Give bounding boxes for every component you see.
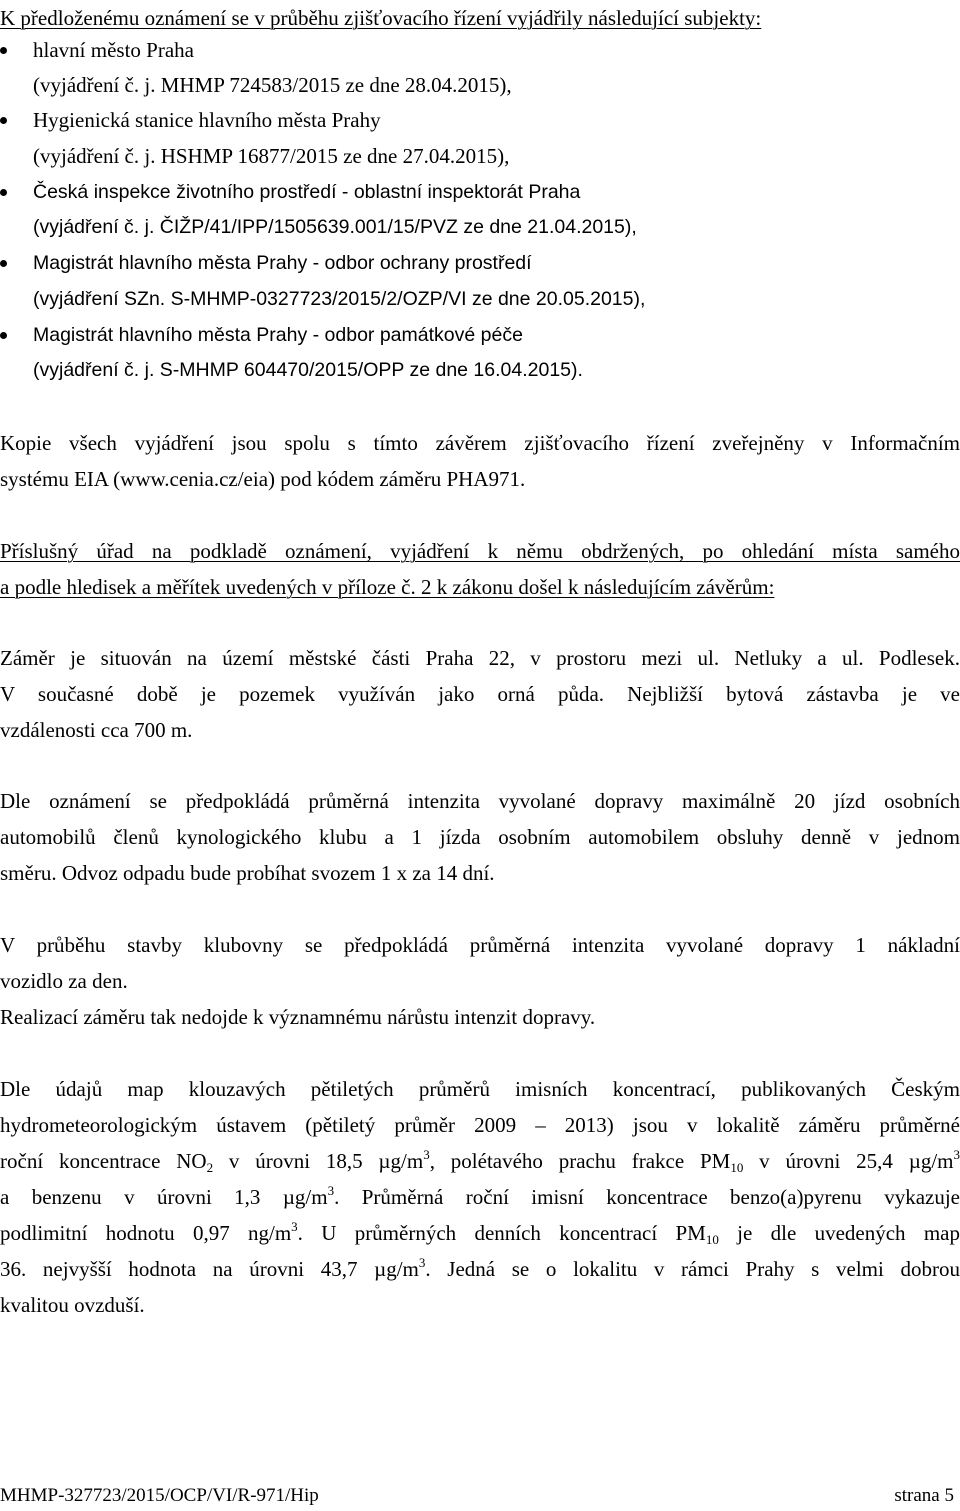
location-paragraph [0, 640, 960, 748]
paragraph-line: vozidlo za den. [0, 969, 128, 993]
subject-name: hlavní město Praha [33, 38, 194, 62]
paragraph-line: kvalitou ovzduší. [0, 1293, 145, 1317]
paragraph-line: a podle hledisek a měřítek uvedených v příloze č. 2 k zákonu došel k následujícím závěrům: [0, 575, 775, 599]
paragraph-line: systému EIA (www.cenia.cz/eia) pod kódem záměru PHA971. [0, 467, 526, 491]
paragraph-line: 36. nejvyšší hodnota na úrovni 43,7 $\mu g/m^3$. Jedná se o lokalitu v rámci Prahy s velmi dobrou [0, 1255, 960, 1281]
paragraph-line: směru. Odvoz odpadu bude probíhat svozem 1 x za 14 dní. [0, 861, 495, 885]
paragraph-line: hydrometeorologickým ústavem (pětiletý průměr 2009 – 2013) jsou v lokalitě záměru průměrné [0, 1113, 960, 1137]
list-item [0, 102, 960, 138]
bullet-icon [0, 332, 7, 339]
paragraph-line: Dle údajů map klouzavých pětiletých průměrů imisních koncentrací, publikovaných Českým [0, 1077, 960, 1101]
subject-name: Hygienická stanice hlavního města Prahy [33, 108, 381, 132]
list-item [0, 317, 960, 353]
traffic-paragraph [0, 783, 960, 891]
copies-paragraph [0, 425, 960, 497]
subject-name: Česká inspekce životního prostředí - oblastní inspektorát Praha [33, 181, 581, 203]
subject-name: Magistrát hlavního města Prahy - odbor památkové péče [33, 324, 523, 346]
paragraph-line: vzdálenosti cca 700 m. [0, 718, 193, 742]
subject-ref: (vyjádření č. j. HSHMP 16877/2015 ze dne 27.04.2015), [33, 144, 510, 168]
paragraph-line: podlimitní hodnotu 0,97 $ng/m^3$. U průměrných denních koncentrací $PM_{10}$ je dle uvedených map [0, 1219, 960, 1247]
subjects-intro: K předloženému oznámení se v průběhu zjišťovacího řízení vyjádřily následující subjekty: [0, 6, 762, 30]
paragraph-line: Dle oznámení se předpokládá průměrná intenzita vyvolané dopravy maximálně 20 jízd osobních [0, 789, 960, 813]
subject-ref: (vyjádření č. j. S-MHMP 604470/2015/OPP ze dne 16.04.2015). [33, 359, 583, 381]
list-item [0, 32, 960, 68]
footer-reference: MHMP-327723/2015/OCP/VI/R-971/Hip [0, 1485, 319, 1506]
bullet-icon [0, 260, 7, 267]
paragraph-line: a benzenu v úrovni 1,3 $\mu g/m^3$. Průměrná roční imisní koncentrace benzo(a)pyrenu vykazuje [0, 1183, 960, 1209]
list-item [0, 174, 960, 210]
bullet-icon [0, 47, 7, 54]
construction-paragraph [0, 927, 960, 1035]
paragraph-line: roční koncentrace $NO_2$ v úrovni 18,5 $\mu g/m^3$, polétavého prachu frakce $PM_{10}$ v úrovni 25,4 $\mu g/m^3$ [0, 1147, 960, 1175]
subject-ref: (vyjádření SZn. S-MHMP-0327723/2015/2/OZP/VI ze dne 20.05.2015), [33, 288, 646, 310]
bullet-icon [0, 189, 7, 196]
air-quality-paragraph [0, 1071, 960, 1323]
paragraph-line: V současné době je pozemek využíván jako orná půda. Nejbližší bytová zástavba je ve [0, 682, 960, 706]
paragraph-line: Kopie všech vyjádření jsou spolu s tímto závěrem zjišťovacího řízení zveřejněny v Informačním [0, 431, 960, 455]
list-item [0, 245, 960, 281]
paragraph-line: automobilů členů kynologického klubu a 1 jízda osobním automobilem obsluhy denně v jednom [0, 825, 960, 849]
paragraph-line: Záměr je situován na území městské části Praha 22, v prostoru mezi ul. Netluky a ul. Podlesek. [0, 646, 960, 670]
subject-name: Magistrát hlavního města Prahy - odbor ochrany prostředí [33, 252, 532, 274]
authority-paragraph [0, 533, 960, 605]
subject-ref: (vyjádření č. j. ČIŽP/41/IPP/1505639.001/15/PVZ ze dne 21.04.2015), [33, 216, 637, 238]
paragraph-line: Příslušný úřad na podkladě oznámení, vyjádření k němu obdržených, po ohledání místa samého [0, 539, 960, 563]
paragraph-line: Realizací záměru tak nedojde k významnému nárůstu intenzit dopravy. [0, 1005, 596, 1029]
bullet-icon [0, 117, 7, 124]
subject-ref: (vyjádření č. j. MHMP 724583/2015 ze dne 28.04.2015), [33, 73, 512, 97]
paragraph-line: V průběhu stavby klubovny se předpokládá průměrná intenzita vyvolané dopravy 1 nákladní [0, 933, 960, 957]
footer-page-number: strana 5 [894, 1485, 954, 1506]
